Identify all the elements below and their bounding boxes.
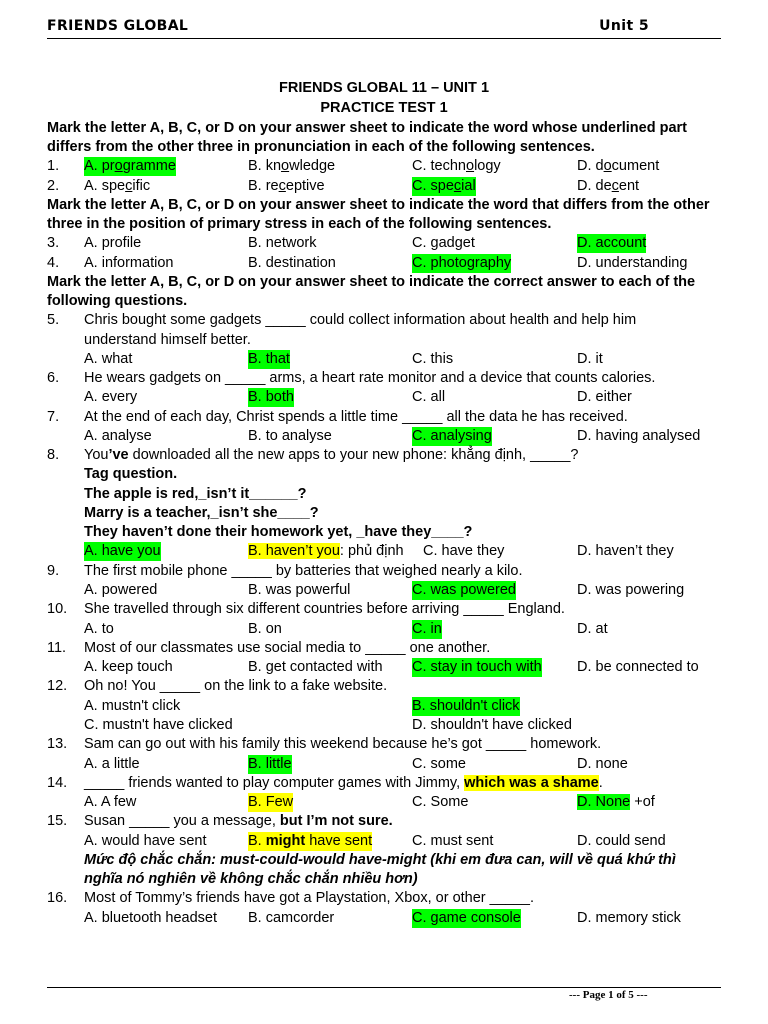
question-8-note-4 [0, 523, 768, 542]
option-b: B. that [248, 351, 290, 367]
question-stem: Sam can go out with his family this weekend because he’s got _____ homework. [84, 736, 602, 752]
question-number: 10. [47, 601, 68, 617]
option-b: B. network [248, 235, 317, 251]
header-right: Unit 5 [599, 18, 649, 34]
question-7-stem [0, 408, 768, 427]
question-number: 15. [47, 813, 68, 829]
option-d: D. haven’t they [577, 543, 674, 559]
question-number: 2. [47, 178, 60, 194]
option-d: D. having analysed [577, 428, 701, 444]
page-footer: --- Page 1 of 5 --- [569, 989, 648, 1001]
option-a: A. a little [84, 756, 140, 772]
test-title: FRIENDS GLOBAL 11 – UNIT 1 [278, 80, 490, 96]
question-number: 14. [47, 775, 68, 791]
option-a: A. what [84, 351, 133, 367]
question-number: 1. [47, 158, 60, 174]
question-4 [0, 254, 768, 273]
question-13-options [0, 755, 768, 774]
option-d: D. none [577, 756, 628, 772]
question-5-stem-cont [0, 331, 768, 350]
option-c: C. special [412, 178, 476, 194]
page-header [47, 14, 721, 39]
question-6-options [0, 388, 768, 407]
question-stem: He wears gadgets on _____ arms, a heart rate monitor and a device that counts calories. [84, 370, 656, 386]
question-8-note-1 [0, 465, 768, 484]
question-stem: The first mobile phone _____ by batteries that weighed nearly a kilo. [84, 563, 523, 579]
question-stem: Chris bought some gadgets _____ could collect information about health and help him [84, 312, 637, 328]
question-11-stem [0, 639, 768, 658]
question-2 [0, 177, 768, 196]
question-3 [0, 234, 768, 253]
option-b: B. shouldn't click [412, 698, 520, 714]
option-c: C. Some [412, 794, 469, 810]
question-15-options [0, 832, 768, 851]
question-number: 7. [47, 409, 60, 425]
question-12-options-2 [0, 716, 768, 735]
question-5-stem [0, 311, 768, 330]
option-a: A. analyse [84, 428, 152, 444]
question-8-note-2 [0, 485, 768, 504]
question-stem: She travelled through six different countries before arriving _____ England. [84, 601, 565, 617]
option-a: A. profile [84, 235, 142, 251]
option-c: C. photography [412, 255, 512, 271]
question-13-stem [0, 735, 768, 754]
question-number: 6. [47, 370, 60, 386]
question-9-options [0, 581, 768, 600]
question-8-stem [0, 446, 768, 465]
grammar-note: nghĩa nó nghiên về không chắc chắn nhiều hơn) [84, 871, 418, 887]
option-a: A. mustn't click [84, 698, 181, 714]
option-a: A. information [84, 255, 174, 271]
question-6-stem [0, 369, 768, 388]
option-a: A. A few [84, 794, 137, 810]
question-number: 12. [47, 678, 68, 694]
instruction-answers: Mark the letter A, B, C, or D on your answer sheet to indicate the correct answer to each of the following questions. [47, 274, 696, 309]
option-d: D. be connected to [577, 659, 699, 675]
grammar-note: Marry is a teacher,_isn’t she____? [84, 505, 319, 521]
option-b: B. might have sent [248, 833, 373, 849]
option-d: D. either [577, 389, 632, 405]
option-a: A. keep touch [84, 659, 173, 675]
option-d: D. it [577, 351, 603, 367]
option-c: C. analysing [412, 428, 492, 444]
question-stem: _____ friends wanted to play computer games with Jimmy, which was a shame. [84, 775, 603, 791]
question-number: 9. [47, 563, 60, 579]
option-b: B. camcorder [248, 910, 335, 926]
option-a: A. have you [84, 543, 161, 559]
question-16-stem [0, 889, 768, 908]
option-c: C. was powered [412, 582, 516, 598]
question-stem: You’ve downloaded all the new apps to your new phone: khẳng định, _____? [84, 447, 579, 463]
option-b: B. get contacted with [248, 659, 383, 675]
grammar-note: Tag question. [84, 466, 178, 482]
option-b: B. to analyse [248, 428, 332, 444]
option-d: D. at [577, 621, 608, 637]
option-c: C. have they [423, 543, 505, 559]
option-c: C. must sent [412, 833, 494, 849]
option-b: B. knowledge [248, 158, 336, 174]
question-stem: Susan _____ you a message, but I’m not sure. [84, 813, 393, 829]
option-b: B. Few [248, 794, 294, 810]
question-8-options [0, 542, 768, 561]
question-stem: Oh no! You _____ on the link to a fake website. [84, 678, 388, 694]
option-a: A. every [84, 389, 138, 405]
question-number: 11. [47, 640, 67, 656]
option-d: D. decent [577, 178, 640, 194]
option-b: B. on [248, 621, 282, 637]
question-number: 13. [47, 736, 68, 752]
grammar-note: They haven’t done their homework yet, _have they____? [84, 524, 473, 540]
option-b: B. little [248, 756, 292, 772]
question-10-options [0, 620, 768, 639]
header-left: FRIENDS GLOBAL [47, 18, 189, 34]
option-d: D. account [577, 235, 647, 251]
option-c: C. in [412, 621, 442, 637]
option-c: C. game console [412, 910, 521, 926]
question-14-options [0, 793, 768, 812]
question-5-options [0, 350, 768, 369]
option-d: D. was powering [577, 582, 685, 598]
question-10-stem [0, 600, 768, 619]
question-12-options-1 [0, 697, 768, 716]
test-subtitle: PRACTICE TEST 1 [320, 100, 448, 116]
question-15-note-2 [0, 870, 768, 889]
question-stem: Most of our classmates use social media to _____ one another. [84, 640, 491, 656]
option-b: B. both [248, 389, 294, 405]
option-d: D. memory stick [577, 910, 681, 926]
option-c: C. this [412, 351, 454, 367]
question-7-options [0, 427, 768, 446]
option-a: A. would have sent [84, 833, 207, 849]
question-stem: At the end of each day, Christ spends a little time _____ all the data he has received. [84, 409, 628, 425]
instruction-stress: Mark the letter A, B, C, or D on your answer sheet to indicate the word that differs from the other three in the position of primary stress in each of the following sentences. [47, 197, 710, 232]
option-a: A. bluetooth headset [84, 910, 218, 926]
question-stem: Most of Tommy’s friends have got a Playstation, Xbox, or other _____. [84, 890, 535, 906]
option-d: D. None +of [577, 794, 655, 810]
option-c: C. all [412, 389, 446, 405]
grammar-note: The apple is red,_isn’t it______? [84, 486, 307, 502]
question-12-stem [0, 677, 768, 696]
option-d: D. document [577, 158, 660, 174]
option-a: A. to [84, 621, 114, 637]
option-a: A. programme [84, 158, 176, 174]
question-number: 8. [47, 447, 60, 463]
question-14-stem [0, 774, 768, 793]
grammar-note: Mức độ chắc chắn: must-could-would have-might (khi em đưa can, will về quá khứ thì [84, 852, 676, 868]
option-c: C. gadget [412, 235, 475, 251]
option-d: D. shouldn't have clicked [412, 717, 572, 733]
option-d: D. could send [577, 833, 666, 849]
question-stem: understand himself better. [84, 332, 251, 348]
question-16-options [0, 909, 768, 928]
question-15-stem [0, 812, 768, 831]
question-11-options [0, 658, 768, 677]
question-number: 5. [47, 312, 60, 328]
option-b: B. receptive [248, 178, 325, 194]
option-b: B. haven’t you: phủ định [248, 543, 404, 559]
option-c: C. stay in touch with [412, 659, 542, 675]
question-number: 4. [47, 255, 60, 271]
option-b: B. destination [248, 255, 336, 271]
option-c: C. technology [412, 158, 501, 174]
question-number: 16. [47, 890, 68, 906]
question-1 [0, 157, 768, 176]
question-15-note-1 [0, 851, 768, 870]
instruction-pronunciation: Mark the letter A, B, C, or D on your answer sheet to indicate the word whose underlined part differs from the other three in pronunciation in each of the following sentences. [47, 120, 687, 155]
option-a: A. specific [84, 178, 151, 194]
question-number: 3. [47, 235, 60, 251]
question-9-stem [0, 562, 768, 581]
option-c: C. mustn't have clicked [84, 717, 233, 733]
option-a: A. powered [84, 582, 158, 598]
option-c: C. some [412, 756, 466, 772]
option-d: D. understanding [577, 255, 688, 271]
footer-divider [47, 987, 721, 988]
question-8-note-3 [0, 504, 768, 523]
option-b: B. was powerful [248, 582, 351, 598]
